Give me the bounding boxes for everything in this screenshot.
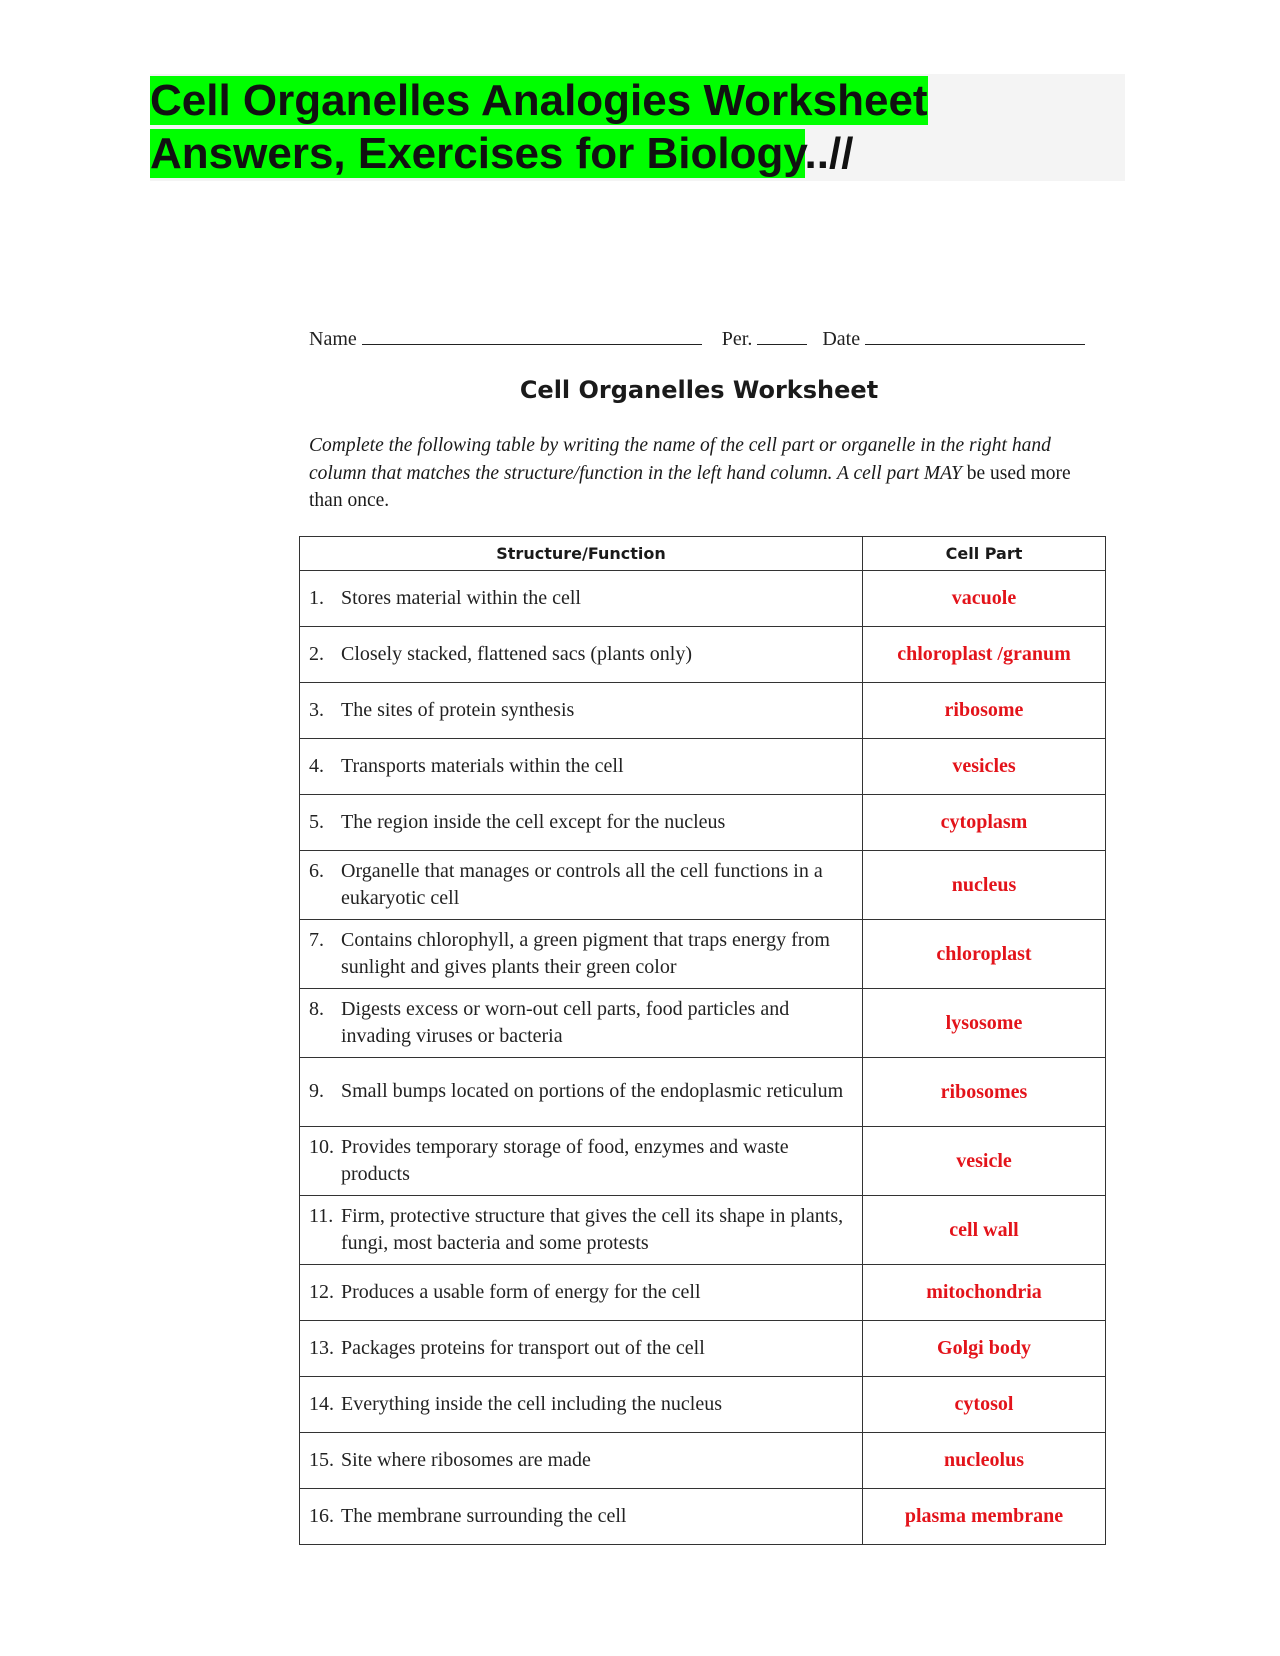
function-text: Firm, protective structure that gives the cell its shape in plants, fungi, most bacteria and some protests [341, 1204, 844, 1254]
function-cell [300, 1127, 863, 1196]
function-cell [300, 851, 863, 920]
name-blank [362, 326, 702, 345]
row-number: 15. [309, 1448, 334, 1471]
row-number: 1. [309, 586, 324, 609]
student-info-line [309, 326, 1089, 351]
function-text: Contains chlorophyll, a green pigment that traps energy from sunlight and gives plants their green color [341, 928, 830, 978]
function-cell [300, 1058, 863, 1127]
answer-cell: plasma membrane [863, 1489, 1106, 1545]
date-label: Date [822, 328, 861, 350]
answer-cell: cytosol [863, 1377, 1106, 1433]
answer-cell: chloroplast [863, 920, 1106, 989]
row-number: 5. [309, 810, 324, 833]
row-number: 14. [309, 1392, 334, 1415]
answer-cell: ribosomes [863, 1058, 1106, 1127]
answer-cell: nucleus [863, 851, 1106, 920]
instructions [309, 432, 1089, 515]
function-text: Transports materials within the cell [341, 754, 624, 777]
function-text: Closely stacked, flattened sacs (plants only) [341, 642, 693, 665]
function-cell [300, 1196, 863, 1265]
row-number: 13. [309, 1336, 334, 1359]
answer-cell: cell wall [863, 1196, 1106, 1265]
function-text: Stores material within the cell [341, 586, 581, 609]
function-cell [300, 1489, 863, 1545]
table-row [300, 795, 1106, 851]
answer-cell: cytoplasm [863, 795, 1106, 851]
table-row [300, 571, 1106, 627]
answer-cell: chloroplast /granum [863, 627, 1106, 683]
table-row [300, 989, 1106, 1058]
table-viewport [299, 536, 1105, 1527]
answer-cell: vacuole [863, 571, 1106, 627]
row-number: 3. [309, 698, 324, 721]
table-row [300, 920, 1106, 989]
table-row [300, 851, 1106, 920]
name-label: Name [309, 328, 357, 350]
table-body [300, 571, 1106, 1545]
row-number: 2. [309, 642, 324, 665]
table-row [300, 1265, 1106, 1321]
row-number: 11. [309, 1204, 334, 1227]
answer-cell: ribosome [863, 683, 1106, 739]
answer-cell: vesicle [863, 1127, 1106, 1196]
table-header-row [300, 537, 1106, 571]
answer-cell: mitochondria [863, 1265, 1106, 1321]
row-number: 4. [309, 754, 324, 777]
header-structure-function: Structure/Function [300, 537, 863, 571]
table-row [300, 1433, 1106, 1489]
organelles-table [299, 536, 1106, 1545]
function-cell [300, 1265, 863, 1321]
function-text: Digests excess or worn-out cell parts, food particles and invading viruses or bacteria [341, 997, 790, 1047]
function-cell [300, 739, 863, 795]
row-number: 12. [309, 1280, 334, 1303]
answer-cell: vesicles [863, 739, 1106, 795]
function-cell [300, 571, 863, 627]
function-text: Produces a usable form of energy for the cell [341, 1280, 701, 1303]
function-cell [300, 795, 863, 851]
row-number: 16. [309, 1504, 334, 1527]
table-row [300, 1377, 1106, 1433]
function-text: Organelle that manages or controls all the cell functions in a eukaryotic cell [341, 859, 823, 909]
title-highlighted-text: Cell Organelles Analogies Worksheet Answers, Exercises for Biology [150, 76, 928, 178]
table-row [300, 1321, 1106, 1377]
function-cell [300, 683, 863, 739]
instructions-may: MAY [923, 462, 962, 484]
row-number: 9. [309, 1080, 324, 1103]
table-row [300, 1058, 1106, 1127]
page-title [150, 74, 1110, 180]
table-row [300, 1196, 1106, 1265]
function-text: Everything inside the cell including the nucleus [341, 1392, 723, 1415]
period-label: Per. [721, 328, 753, 350]
table-row [300, 1127, 1106, 1196]
date-blank [865, 326, 1085, 345]
function-cell [300, 1321, 863, 1377]
function-cell [300, 1377, 863, 1433]
table-row [300, 627, 1106, 683]
table-row [300, 683, 1106, 739]
title-suffix: ..// [804, 129, 854, 178]
function-text: Site where ribosomes are made [341, 1448, 591, 1471]
function-cell [300, 989, 863, 1058]
header-cell-part: Cell Part [863, 537, 1106, 571]
table-row [300, 739, 1106, 795]
function-text: The sites of protein synthesis [341, 698, 575, 721]
row-number: 7. [309, 928, 324, 951]
function-text: Packages proteins for transport out of the cell [341, 1336, 705, 1359]
row-number: 10. [309, 1135, 334, 1158]
answer-cell: nucleolus [863, 1433, 1106, 1489]
instructions-text-b: be used more than once. [309, 462, 1071, 511]
period-blank [757, 326, 807, 345]
row-number: 8. [309, 997, 324, 1020]
answer-cell: lysosome [863, 989, 1106, 1058]
row-number: 6. [309, 859, 324, 882]
table-row [300, 1489, 1106, 1545]
function-text: The region inside the cell except for the nucleus [341, 810, 726, 833]
answer-cell: Golgi body [863, 1321, 1106, 1377]
function-cell [300, 920, 863, 989]
instructions-text-a: Complete the following table by writing the name of the cell part or organelle in the right hand column that matches the structure/function in the left hand column. A cell part [309, 435, 1051, 484]
function-cell [300, 627, 863, 683]
function-text: The membrane surrounding the cell [341, 1504, 627, 1527]
function-cell [300, 1433, 863, 1489]
function-text: Provides temporary storage of food, enzymes and waste products [341, 1135, 789, 1185]
function-text: Small bumps located on portions of the endoplasmic reticulum [341, 1080, 844, 1103]
worksheet-title: Cell Organelles Worksheet [519, 376, 879, 404]
